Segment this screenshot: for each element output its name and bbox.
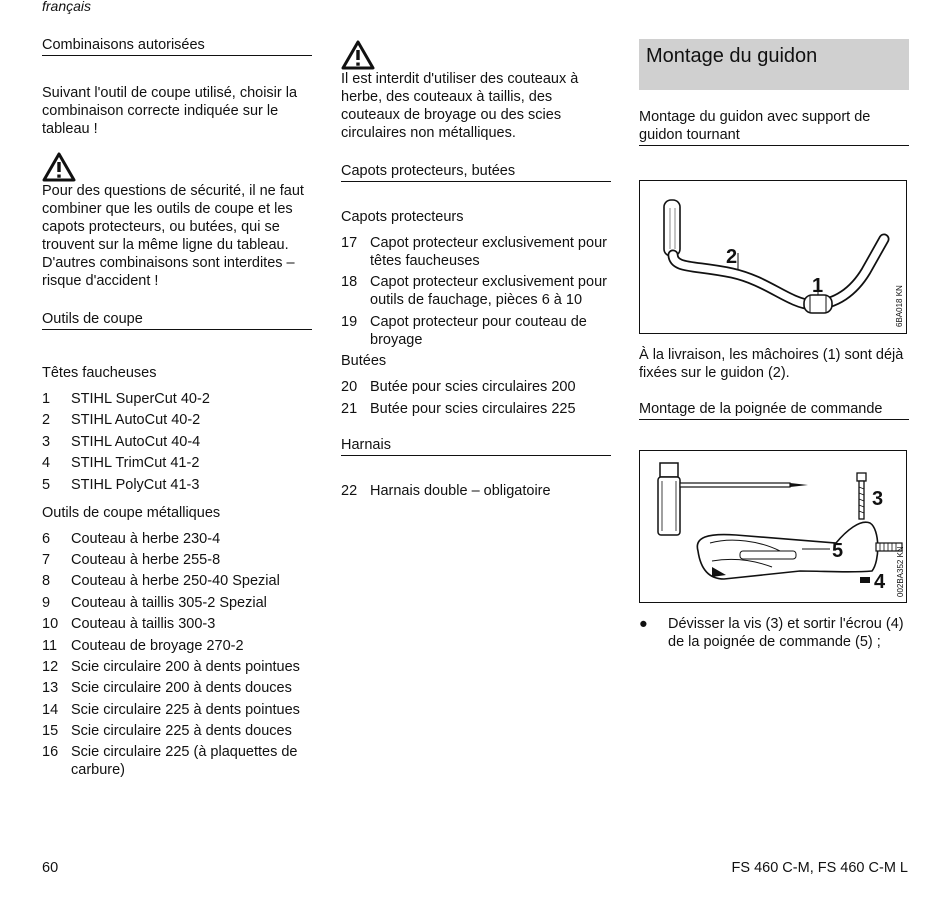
figure-label-handlebar: 2	[726, 246, 738, 268]
item-number: 11	[42, 637, 58, 654]
item-text: Scie circulaire 200 à dents pointues	[71, 658, 300, 675]
control-handle-illustration	[640, 451, 906, 601]
list-item	[42, 454, 312, 472]
language-label: français	[42, 0, 92, 14]
list-item	[42, 722, 312, 740]
column-middle	[341, 36, 611, 503]
mowing-heads-list	[42, 390, 312, 494]
item-number: 5	[42, 476, 51, 493]
list-item	[42, 679, 312, 697]
item-number: 20	[341, 379, 358, 396]
list-item	[42, 390, 312, 408]
list-item	[42, 433, 312, 451]
warning-text-nonmetal: Il est interdit d'utiliser des couteaux à herbe, des couteaux à taillis, des couteaux de broyage ou des scies circulaires non métalliques.	[341, 71, 579, 141]
figure-code: 6BA018 KN	[895, 285, 904, 327]
item-number: 7	[42, 551, 51, 568]
section-heading-control-handle: Montage de la poignée de commande	[639, 400, 909, 420]
handlebar-figure	[639, 180, 907, 334]
instruction-text: Dévisser la vis (3) et sortir l'écrou (4) de la poignée de commande (5) ;	[668, 616, 904, 650]
item-number: 22	[341, 482, 358, 499]
metal-tools-list	[42, 530, 312, 780]
item-number: 3	[42, 433, 51, 450]
figure-label-handle: 5	[832, 540, 844, 562]
item-text: Capot protecteur exclusivement pour outils de fauchage, pièces 6 à 10	[370, 274, 607, 309]
item-number: 2	[42, 412, 51, 429]
column-right	[639, 36, 909, 651]
list-item	[42, 572, 312, 590]
warning-icon	[341, 40, 611, 72]
bullet-dot-icon: ●	[639, 616, 648, 632]
item-number: 9	[42, 594, 51, 611]
list-item	[42, 411, 312, 429]
item-number: 1	[42, 391, 51, 407]
list-item	[42, 743, 312, 779]
item-number: 10	[42, 616, 59, 633]
list-item	[341, 313, 611, 349]
handlebar-illustration	[640, 181, 906, 332]
list-item	[42, 658, 312, 676]
model-footer: FS 460 C-M, FS 460 C-M L	[731, 860, 908, 876]
item-text: Butée pour scies circulaires 225	[370, 400, 576, 417]
item-text: STIHL AutoCut 40-4	[71, 433, 201, 450]
item-number: 14	[42, 701, 59, 718]
item-text: Capot protecteur exclusivement pour têtes faucheuses	[370, 235, 607, 269]
item-number: 16	[42, 744, 59, 761]
item-text: STIHL TrimCut 41-2	[71, 455, 200, 472]
item-text: Couteau de broyage 270-2	[71, 637, 244, 654]
list-item	[42, 637, 312, 655]
item-text: Scie circulaire 200 à dents douces	[71, 680, 292, 697]
item-number: 13	[42, 680, 59, 697]
item-text: Scie circulaire 225 à dents douces	[71, 723, 292, 740]
group-title-metal-tools: Outils de coupe métalliques	[42, 504, 221, 521]
list-item	[42, 615, 312, 633]
column-left	[42, 36, 312, 783]
item-text: Couteau à herbe 230-4	[71, 530, 221, 547]
figure-label-nut: 4	[874, 571, 886, 593]
control-handle-figure	[639, 450, 907, 603]
page-number: 60	[42, 860, 59, 876]
item-number: 15	[42, 723, 59, 740]
section-heading-cutting-tools: Outils de coupe	[42, 310, 312, 330]
item-text: Couteau à taillis 300-3	[71, 616, 216, 633]
list-item	[42, 530, 312, 548]
section-heading-handlebar: Montage du guidon avec support de guidon tournant	[639, 108, 909, 146]
list-item	[341, 234, 611, 270]
section-heading-harness: Harnais	[341, 436, 611, 456]
warning-text: Pour des questions de sécurité, il ne faut combiner que les outils de coupe et les capots protecteurs, ou butées, qui se trouvent sur la même ligne du tableau. D'autres combinaisons sont interdites – risque d'accident !	[42, 183, 304, 289]
subheading-guards: Capots protecteurs	[341, 209, 464, 225]
figure-code: 002BA352 KN	[896, 546, 905, 597]
caption-handlebar: À la livraison, les mâchoires (1) sont déjà fixées sur le guidon (2).	[639, 347, 904, 381]
item-number: 21	[341, 400, 358, 417]
warning-icon	[42, 152, 312, 184]
figure-label-clamp: 1	[812, 275, 824, 297]
list-item	[42, 701, 312, 719]
item-text: Couteau à herbe 250-40 Spezial	[71, 573, 280, 590]
item-number: 4	[42, 455, 51, 472]
list-item	[42, 551, 312, 569]
intro-text: Suivant l'outil de coupe utilisé, choisir la combinaison correcte indiquée sur le tableau !	[42, 85, 298, 137]
harness-list	[341, 482, 611, 500]
item-number: 19	[341, 313, 358, 330]
item-text: Scie circulaire 225 (à plaquettes de carbure)	[71, 744, 298, 779]
section-heading-guards: Capots protecteurs, butées	[341, 162, 611, 182]
subheading-stops: Butées	[341, 353, 387, 370]
item-text: Butée pour scies circulaires 200	[370, 379, 576, 396]
item-text: Couteau à herbe 255-8	[71, 551, 221, 568]
item-text: Harnais double – obligatoire	[370, 482, 551, 499]
item-text: Couteau à taillis 305-2 Spezial	[71, 594, 267, 611]
list-item	[42, 476, 312, 494]
page-title: Montage du guidon	[639, 39, 909, 90]
list-item	[341, 378, 611, 396]
list-item	[341, 482, 611, 500]
list-item	[42, 594, 312, 612]
item-number: 12	[42, 658, 59, 675]
figure-label-screw: 3	[872, 488, 884, 510]
item-number: 18	[341, 274, 358, 291]
item-text: Scie circulaire 225 à dents pointues	[71, 701, 300, 718]
item-text: STIHL PolyCut 41-3	[71, 476, 200, 493]
list-item	[341, 400, 611, 418]
stops-list	[341, 378, 611, 417]
list-item	[341, 273, 611, 309]
section-heading-combinations: Combinaisons autorisées	[42, 36, 312, 56]
group-title-mowing-heads: Têtes faucheuses	[42, 365, 157, 381]
item-number: 8	[42, 573, 51, 590]
instruction-item	[639, 615, 909, 651]
item-text: Capot protecteur pour couteau de broyage	[370, 313, 587, 348]
item-text: STIHL AutoCut 40-2	[71, 412, 201, 429]
item-number: 6	[42, 530, 51, 547]
guards-list	[341, 234, 611, 349]
item-text: STIHL SuperCut 40-2	[71, 391, 210, 407]
item-number: 17	[341, 235, 358, 251]
